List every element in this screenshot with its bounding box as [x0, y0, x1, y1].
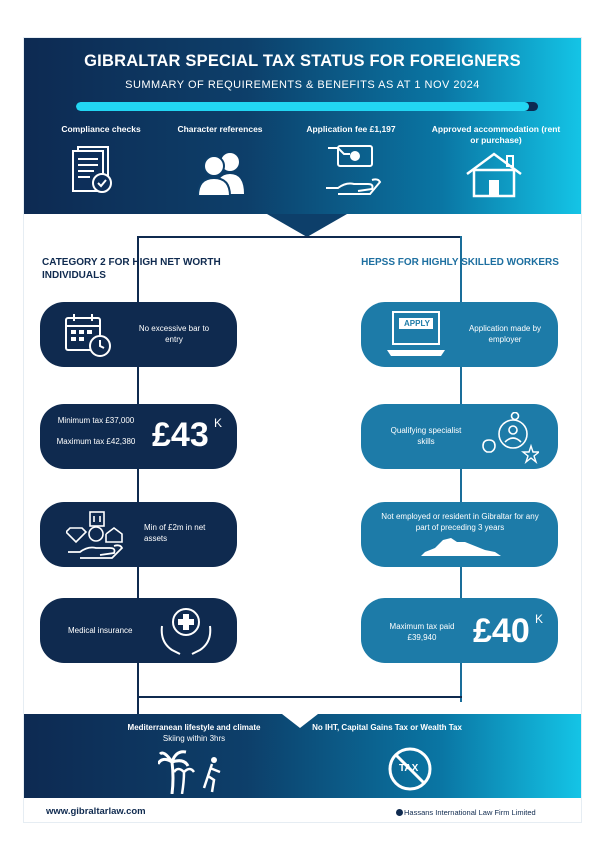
application-text: Application made by employer [468, 324, 542, 344]
medical-insurance-text: Medical insurance [68, 626, 133, 635]
document-check-icon [70, 145, 116, 195]
calendar-clock-icon [64, 312, 112, 358]
page-subtitle: SUMMARY OF REQUIREMENTS & BENEFITS AS AT 1 NOV 2024 [125, 79, 480, 91]
header-progress-bar [76, 102, 538, 111]
footer-website-link[interactable]: www.gibraltarlaw.com [46, 806, 146, 817]
bottom-pointer [282, 714, 318, 728]
requirement-references-label: Character references [177, 124, 263, 134]
header-progress-fill [76, 102, 529, 111]
page-title: GIBRALTAR SPECIAL TAX STATUS FOR FOREIGNERS [84, 52, 521, 70]
hand-money-icon [324, 142, 382, 198]
medical-cross-hands-icon [158, 606, 214, 656]
big-40-suffix: K [535, 612, 544, 626]
card-residency [361, 502, 558, 567]
infographic-page [24, 38, 581, 822]
requirement-accommodation-label: Approved accommodation (rent or purchase) [431, 124, 561, 145]
card-no-bar [40, 302, 237, 367]
skills-text: Qualifying specialist skills [390, 426, 462, 446]
max-tax-text: Maximum tax £42,380 [56, 437, 136, 446]
benefit-lifestyle [114, 722, 274, 744]
requirement-fee-label: Application fee £1,197 [306, 124, 396, 134]
people-icon [196, 150, 248, 196]
card-application [361, 302, 558, 367]
rock-of-gibraltar-icon [421, 536, 501, 556]
header-pointer [267, 214, 347, 237]
hassans-logo-icon [396, 809, 403, 816]
hepss-title: HEPSS FOR HIGHLY SKILLED WORKERS [361, 257, 559, 268]
card-specialist-skills [361, 404, 558, 469]
requirement-compliance-label: Compliance checks [61, 124, 141, 134]
footer-firm-name: Hassans International Law Firm Limited [404, 808, 536, 817]
no-bar-text: No excessive bar to entry [138, 324, 210, 344]
card-tax-range [40, 404, 237, 469]
bottom-connector-line [137, 696, 462, 698]
card-medical-insurance [40, 598, 237, 663]
skills-icon [479, 412, 539, 464]
lifestyle-subtitle: Skiing within 3hrs [162, 734, 226, 743]
card-net-assets [40, 502, 237, 567]
max-tax-paid-text: Maximum tax paid £39,940 [389, 622, 455, 642]
top-connector-line [137, 236, 462, 238]
residency-text: Not employed or resident in Gibraltar for any part of preceding 3 years [381, 512, 539, 532]
card-max-tax-paid [361, 598, 558, 663]
palm-skier-icon [158, 748, 228, 794]
laptop-apply-icon [385, 310, 447, 358]
big-43-number: £43 [152, 416, 209, 454]
assets-hand-icon [66, 510, 126, 560]
category2-title: CATEGORY 2 FOR HIGH NET WORTH INDIVIDUALS [42, 257, 221, 281]
no-tax-icon [387, 746, 433, 792]
min-tax-text: Minimum tax £37,000 [57, 416, 135, 425]
apply-badge-text: APPLY [404, 319, 430, 328]
net-assets-text: Min of £2m in net assets [144, 523, 206, 543]
tax-badge-text: TAX [399, 763, 419, 774]
house-icon [465, 152, 523, 198]
big-43-suffix: K [214, 416, 223, 430]
benefit-no-tax-title: No IHT, Capital Gains Tax or Wealth Tax [312, 723, 462, 732]
lifestyle-title: Mediterranean lifestyle and climate [127, 723, 261, 732]
header-banner [24, 38, 581, 214]
big-40-number: £40 [473, 612, 530, 650]
